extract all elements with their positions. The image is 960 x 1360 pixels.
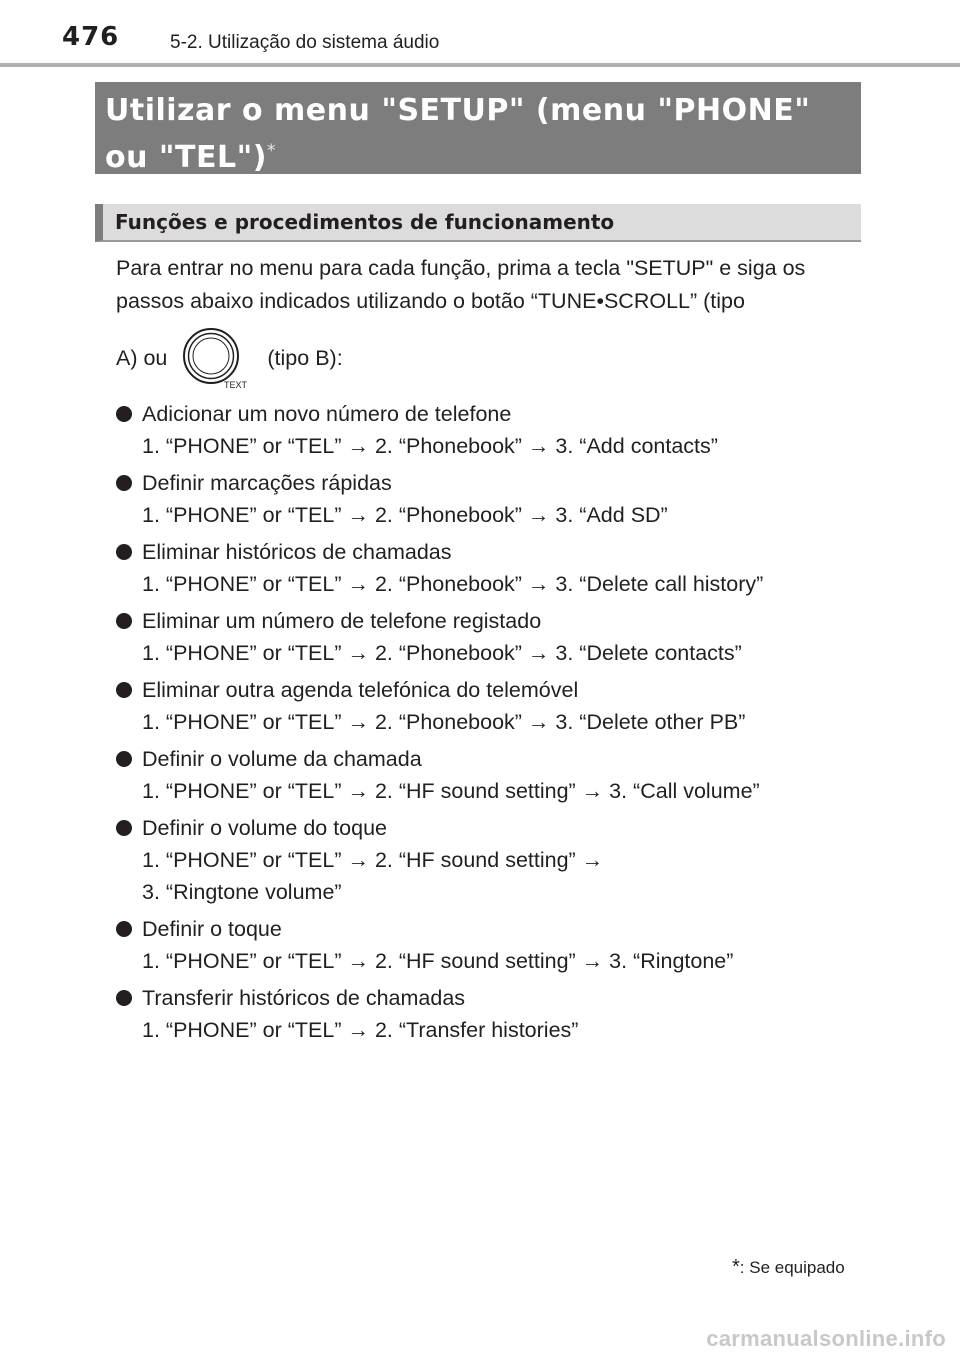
list-item-heading bbox=[116, 398, 861, 430]
list-item-step: 1. “PHONE” or “TEL” → 2. “Phonebook” → 3. “Delete contacts” bbox=[142, 641, 742, 665]
bullet-icon bbox=[116, 475, 132, 491]
list-item bbox=[116, 913, 861, 977]
bullet-icon bbox=[116, 682, 132, 698]
bullet-icon bbox=[116, 751, 132, 767]
list-item-title: Eliminar outra agenda telefónica do telemóvel bbox=[142, 678, 579, 702]
list-item bbox=[116, 467, 861, 531]
intro-paragraph: Para entrar no menu para cada função, prima a tecla "SETUP" e siga os passos abaixo indicados utilizando o botão “TUNE•SCROLL” (tipo bbox=[116, 256, 806, 313]
list-item-heading bbox=[116, 605, 861, 637]
footnote-asterisk: * bbox=[732, 1256, 740, 1278]
list-item-step: 3. “Ringtone volume” bbox=[142, 880, 342, 904]
list-item-title: Eliminar um número de telefone registado bbox=[142, 609, 542, 633]
list-item-title: Adicionar um novo número de telefone bbox=[142, 402, 512, 426]
list-item-step: 1. “PHONE” or “TEL” → 2. “HF sound setting” → 3. “Call volume” bbox=[142, 779, 760, 803]
page-title-line-2-text: ou "TEL") bbox=[105, 140, 267, 175]
list-item bbox=[116, 812, 861, 908]
bullet-icon bbox=[116, 990, 132, 1006]
list-item-step: 1. “PHONE” or “TEL” → 2. “Phonebook” → 3. “Delete other PB” bbox=[142, 710, 746, 734]
intro-after-knob: (tipo B): bbox=[267, 345, 343, 370]
list-item bbox=[116, 605, 861, 669]
footnote bbox=[732, 1256, 845, 1279]
list-item-step: 1. “PHONE” or “TEL” → 2. “Transfer histories” bbox=[142, 1018, 579, 1042]
list-item-title: Eliminar históricos de chamadas bbox=[142, 540, 452, 564]
list-item-title: Definir o toque bbox=[142, 917, 282, 941]
page-title-line-2 bbox=[105, 131, 851, 178]
list-item-title: Definir o volume do toque bbox=[142, 816, 388, 840]
list-item-heading bbox=[116, 467, 861, 499]
list-item-heading bbox=[116, 913, 861, 945]
knob-text-label: TEXT bbox=[224, 380, 248, 390]
list-item-heading bbox=[116, 812, 861, 844]
footnote-text: : Se equipado bbox=[739, 1258, 845, 1277]
intro-before-knob: A) ou bbox=[116, 345, 168, 370]
equipment-asterisk: * bbox=[266, 141, 276, 161]
page-number: 476 bbox=[62, 22, 120, 52]
list-item-heading bbox=[116, 982, 861, 1014]
list-item-heading bbox=[116, 743, 861, 775]
list-item bbox=[116, 743, 861, 807]
list-item bbox=[116, 536, 861, 600]
bullet-icon bbox=[116, 921, 132, 937]
list-item bbox=[116, 674, 861, 738]
page-title bbox=[95, 82, 861, 174]
list-item-heading bbox=[116, 674, 861, 706]
list-item-step: 1. “PHONE” or “TEL” → 2. “Phonebook” → 3. “Delete call history” bbox=[142, 572, 764, 596]
list-item-title: Transferir históricos de chamadas bbox=[142, 986, 466, 1010]
list-item-step: 1. “PHONE” or “TEL” → 2. “HF sound setting” → 3. “Ringtone” bbox=[142, 949, 734, 973]
section-reference: 5-2. Utilização do sistema áudio bbox=[170, 32, 440, 53]
list-item-title: Definir marcações rápidas bbox=[142, 471, 392, 495]
list-item-step: 1. “PHONE” or “TEL” → 2. “Phonebook” → 3. “Add contacts” bbox=[142, 434, 718, 458]
tune-knob-icon bbox=[181, 326, 257, 390]
intro-knob-line bbox=[116, 326, 343, 390]
function-list bbox=[116, 398, 861, 1051]
list-item-title: Definir o volume da chamada bbox=[142, 747, 422, 771]
list-item bbox=[116, 982, 861, 1046]
section-subheading: Funções e procedimentos de funcionamento bbox=[95, 204, 861, 242]
list-item-step: 1. “PHONE” or “TEL” → 2. “Phonebook” → 3. “Add SD” bbox=[142, 503, 668, 527]
bullet-icon bbox=[116, 613, 132, 629]
page-title-line-1: Utilizar o menu "SETUP" (menu "PHONE" bbox=[105, 93, 811, 128]
bullet-icon bbox=[116, 820, 132, 836]
watermark: carmanualsonline.info bbox=[706, 1326, 946, 1351]
bullet-icon bbox=[116, 544, 132, 560]
header-divider bbox=[0, 63, 960, 67]
list-item-step: 1. “PHONE” or “TEL” → 2. “HF sound setting” → bbox=[142, 848, 604, 872]
bullet-icon bbox=[116, 406, 132, 422]
list-item bbox=[116, 398, 861, 462]
list-item-heading bbox=[116, 536, 861, 568]
